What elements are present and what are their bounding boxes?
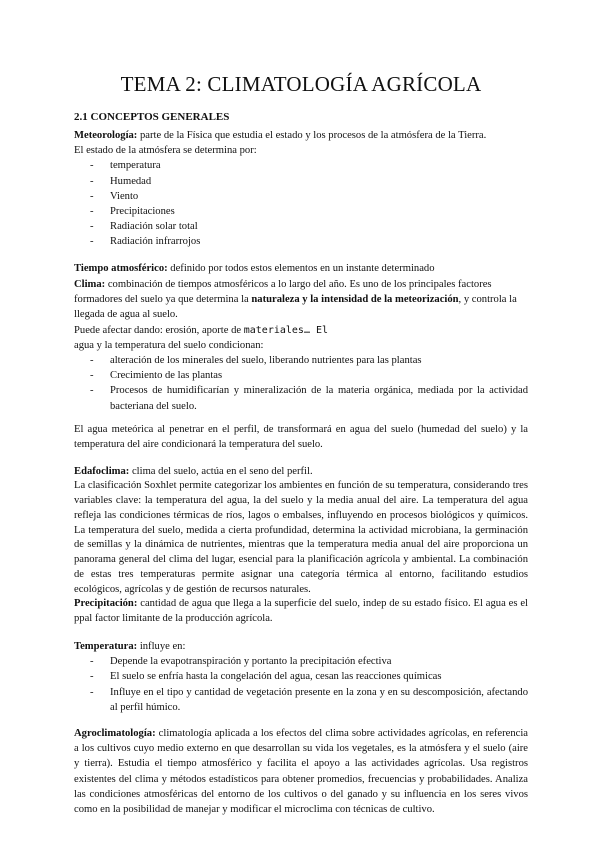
term-tiempo: Tiempo atmosférico: bbox=[74, 263, 168, 274]
meteorologia-definition: Meteorología: parte de la Física que estudia el estado y los procesos de la atmósfera de la Tierra. bbox=[74, 130, 487, 141]
term-clima: Clima: bbox=[74, 279, 106, 290]
precipitacion-block bbox=[74, 596, 528, 626]
list-item: - Influye en el tipo y cantidad de vegetación presente en la zona y en su descomposición, afectando al perfil húmico. bbox=[74, 685, 528, 715]
list-item: - Procesos de humidificarían y mineralización de la materia orgánica, mediada por la actividad bacteriana del suelo. bbox=[74, 383, 528, 413]
agroclimatologia-definition: Agroclimatología: climatología aplicada a los efectos del clima sobre actividades agrícolas, en referencia a los cultivos cuyo medio externo en que desarrollan su vida los vegetales, es la atmósfera y el suelo (aire y tierra). Estudia el tiempo atmosférico y facilita el apoyo a las actividades agrícolas. Usa registros existentes del clima y métodos estadísticos para obtener promedios, frecuencias y probabilidades. Analiza las condiciones atmosféricas del entorno de los cultivos o del ganado y su influencia en los seres vivos como en la posibilidad de manejar y modificar el microclima con técnicas de cultivo. bbox=[74, 728, 528, 816]
clima-danio: Puede afectar dando: erosión, aporte de materiales… El bbox=[74, 324, 329, 336]
estado-intro: El estado de la atmósfera se determina por: bbox=[74, 145, 257, 157]
list-item: - Crecimiento de las plantas bbox=[74, 368, 528, 383]
term-agroclimatologia: Agroclimatología: bbox=[74, 728, 156, 739]
temperatura-block bbox=[74, 639, 528, 715]
meteorologia-list bbox=[74, 158, 528, 249]
list-item: - Radiación solar total bbox=[74, 219, 528, 234]
term-edafoclima: Edafoclima: bbox=[74, 466, 130, 477]
clima-definition: Clima: combinación de tiempos atmosféricos a lo largo del año. Es uno de los principales factores formadores del suelo ya que determina la naturaleza y la intensidad de la meteorización, y controla la llegada de agua al suelo. bbox=[74, 279, 517, 321]
temperatura-list bbox=[74, 654, 528, 715]
edafoclima-block bbox=[74, 464, 528, 598]
tiempo-block bbox=[74, 261, 528, 276]
clima-agua-intro: agua y la temperatura del suelo condicionan: bbox=[74, 339, 264, 351]
agua-meteorica-block bbox=[74, 422, 528, 452]
list-item: - alteración de los minerales del suelo, liberando nutrientes para las plantas bbox=[74, 353, 528, 368]
term-precipitacion: Precipitación: bbox=[74, 598, 138, 609]
term-meteorologia: Meteorología: bbox=[74, 130, 138, 141]
section-heading: 2.1 CONCEPTOS GENERALES bbox=[74, 111, 230, 123]
meteorologia-block bbox=[74, 128, 528, 250]
edafoclima-text: La clasificación Soxhlet permite categorizar los ambientes en función de su temperatura, considerando tres variables clave: la temperatura del agua, la del suelo y la media anual del aire. La temperatura del agua refleja las condiciones térmicas de ríos, lagos o embalses, influyendo en procesos biológicos y químicos. La temperatura del suelo, medida a cierta profundidad, determina la actividad microbiana, la germinación de semillas y la dinámica de nutrientes, mientras que la temperatura media anual del aire proporciona un panorama general del clima del lugar, esencial para la planificación agrícola y ambiental. La combinación de estas tres temperaturas permite asignar una categoría térmica al entorno, facilitando estudios ecológicos, agrícolas y de gestión de recursos naturales. bbox=[74, 480, 528, 595]
list-item: - Depende la evapotranspiración y portanto la precipitación efectiva bbox=[74, 654, 528, 669]
temperatura-definition: Temperatura: influye en: bbox=[74, 641, 186, 652]
list-item: - Viento bbox=[74, 189, 528, 204]
clima-list bbox=[74, 353, 528, 414]
clima-block bbox=[74, 277, 528, 414]
term-temperatura: Temperatura: bbox=[74, 641, 138, 652]
list-item: - El suelo se enfría hasta la congelación del agua, cesan las reacciones químicas bbox=[74, 669, 528, 684]
list-item: - Humedad bbox=[74, 174, 528, 189]
list-item: - temperatura bbox=[74, 158, 528, 173]
agroclimatologia-block bbox=[74, 726, 528, 817]
page-title: TEMA 2: CLIMATOLOGÍA AGRÍCOLA bbox=[120, 72, 482, 96]
precipitacion-definition: Precipitación: cantidad de agua que llega a la superficie del suelo, indep de su estado físico. El agua es el ppal factor limitante de la producción agrícola. bbox=[74, 598, 528, 625]
list-item: - Precipitaciones bbox=[74, 204, 528, 219]
list-item: - Radiación infrarrojos bbox=[74, 234, 528, 249]
tiempo-definition: Tiempo atmosférico: definido por todos estos elementos en un instante determinado bbox=[74, 263, 435, 274]
edafoclima-definition: Edafoclima: clima del suelo, actúa en el seno del perfil. bbox=[74, 466, 313, 477]
agua-meteorica-text: El agua meteórica al penetrar en el perfil, de transformará en agua del suelo (humedad del suelo) y la temperatura del aire condicionará la temperatura del suelo. bbox=[74, 424, 528, 451]
